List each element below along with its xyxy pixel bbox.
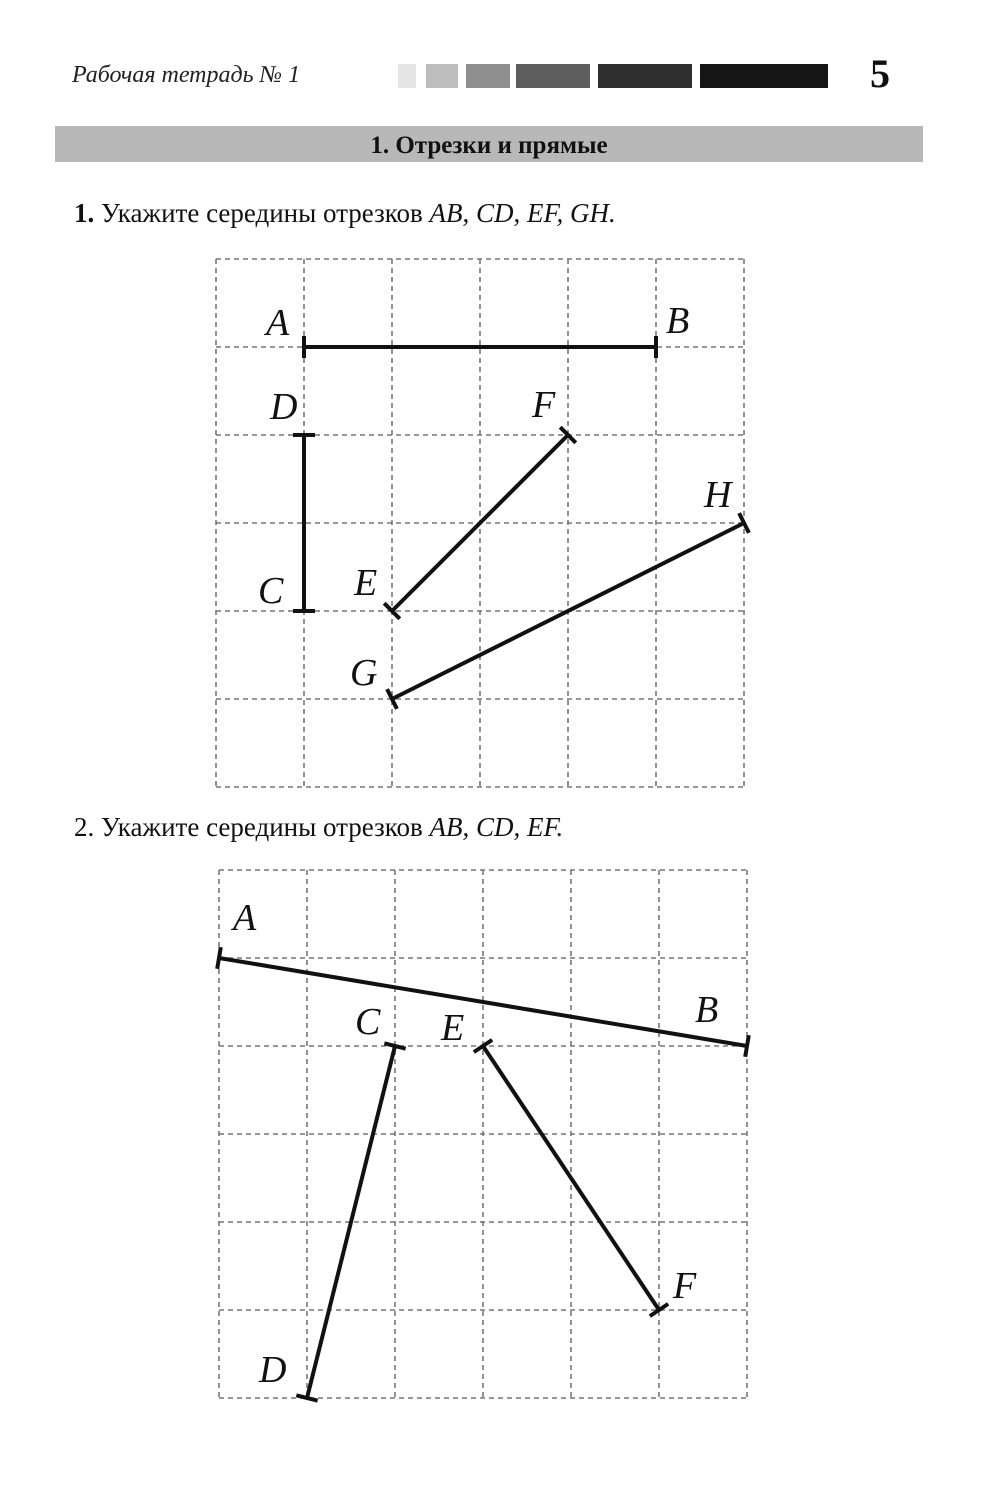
grid [219, 870, 747, 1398]
task-1-number: 1. [74, 198, 95, 228]
point-label-C: C [355, 1001, 381, 1043]
figure-1 [216, 259, 749, 787]
point-label-A: A [266, 302, 290, 344]
section-title: 1. Отрезки и прямые [55, 126, 923, 162]
segment-CD [258, 1001, 406, 1401]
point-label-F: F [532, 384, 556, 426]
task-2-segments-list: AB, CD, EF. [429, 812, 564, 842]
segment-tick-AB-end [745, 1035, 749, 1057]
segment-AB [263, 300, 689, 358]
task-2-text: Укажите середины отрезков [101, 812, 423, 842]
task-1-text: Укажите середины отрезков [101, 198, 423, 228]
point-label-C: C [258, 570, 284, 612]
point-label-G: G [350, 652, 378, 694]
task-1-segments-list: AB, CD, EF, GH. [429, 198, 616, 228]
point-label-B: B [666, 300, 690, 342]
point-label-F: F [673, 1265, 697, 1307]
task-2-number: 2. [74, 812, 95, 842]
workbook-title: Рабочая тетрадь № 1 [72, 62, 301, 88]
segment-CD [258, 386, 315, 612]
point-label-E: E [441, 1007, 465, 1049]
point-label-B: B [695, 989, 719, 1031]
point-label-D: D [259, 1349, 287, 1391]
point-label-E: E [354, 562, 378, 604]
point-label-D: D [270, 386, 298, 428]
point-label-A: A [233, 897, 257, 939]
page-number: 5 [870, 51, 890, 96]
segment-tick-CD-end [296, 1395, 317, 1400]
segment-tick-CD-start [384, 1043, 405, 1048]
point-label-H: H [704, 474, 732, 516]
figure-2 [217, 870, 749, 1401]
segment-tick-AB-start [217, 947, 221, 969]
segment-EF [353, 384, 576, 619]
